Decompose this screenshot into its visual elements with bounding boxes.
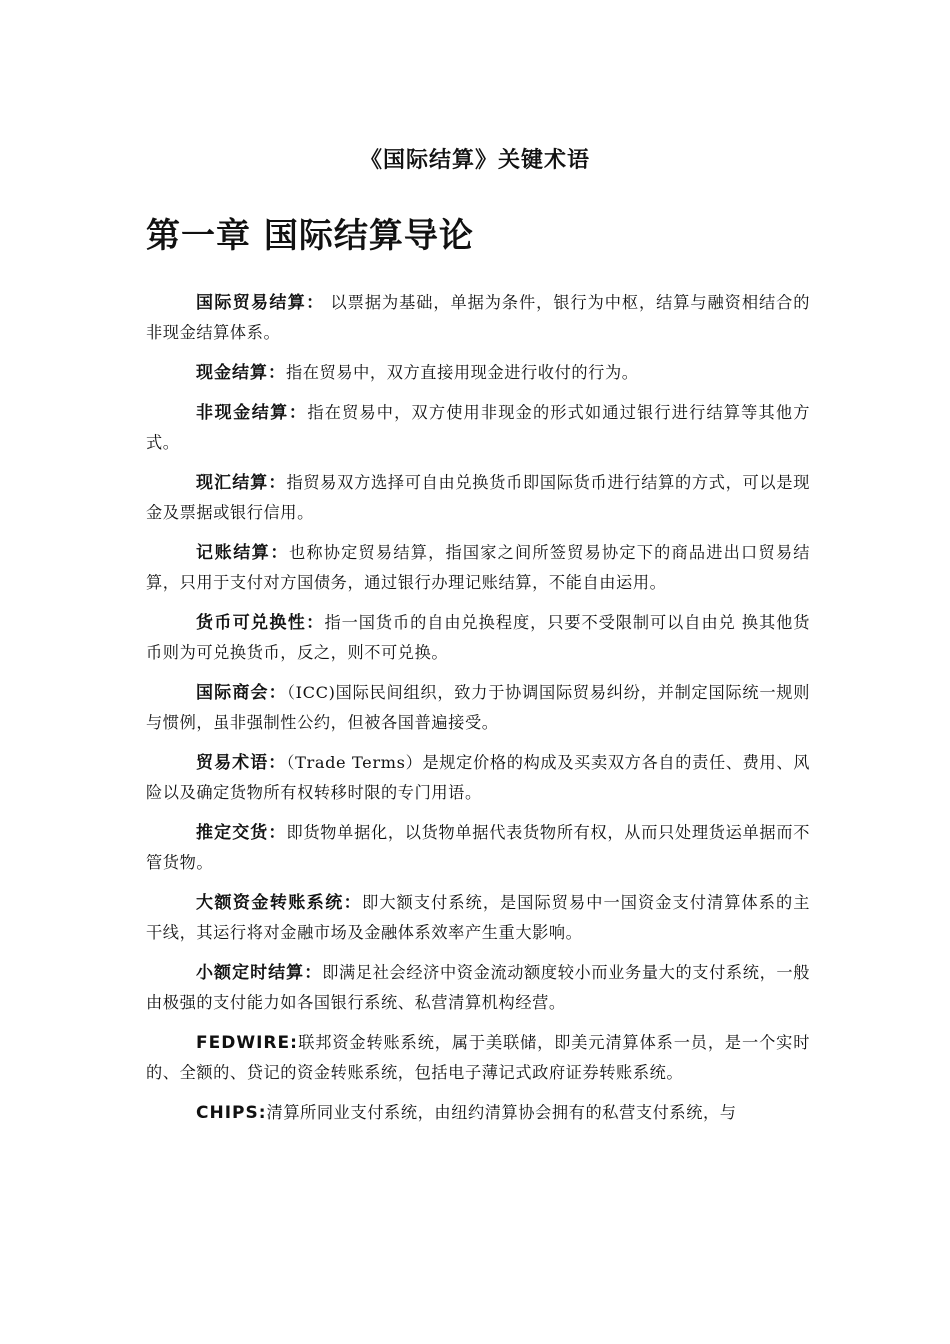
term-entry: [146, 288, 810, 348]
term-entry: [146, 1098, 810, 1128]
term-name: 货币可兑换性：: [196, 613, 325, 633]
term-entry: [146, 1028, 810, 1088]
term-definition: 指在贸易中，双方使用非现金的形式如通过银行进行结算等其他方式。: [146, 403, 811, 452]
term-definition: 指一国货币的自由兑换程度，只要不受限制可以自由兑 换其他货币则为可兑换货币，反之，则不可兑换。: [146, 613, 811, 662]
chapter-heading: 第一章 国际结算导论: [146, 216, 474, 256]
term-definition: 即货物单据化，以货物单据代表货物所有权，从而只处理货运单据而不管货物。: [146, 823, 810, 872]
term-entry: [146, 608, 810, 668]
term-definition: 即满足社会经济中资金流动额度较小而业务量大的支付系统，一般由极强的支付能力如各国银行系统、私营清算机构经营。: [146, 963, 810, 1012]
term-definition: 即大额支付系统，是国际贸易中一国资金支付清算体系的主干线，其运行将对金融市场及金融体系效率产生重大影响。: [146, 893, 810, 942]
term-entry: [146, 398, 810, 458]
term-entry: [146, 958, 810, 1018]
term-list: [146, 288, 810, 1138]
term-name: 国际贸易结算：: [196, 293, 325, 313]
term-name: 非现金结算：: [196, 403, 308, 423]
term-entry: [146, 888, 810, 948]
term-name: 现金结算：: [196, 363, 286, 383]
term-name: 现汇结算：: [196, 473, 287, 493]
term-definition: 指贸易双方选择可自由兑换货币即国际货币进行结算的方式，可以是现金及票据或银行信用。: [146, 473, 810, 522]
term-name: 国际商会：: [196, 683, 287, 703]
term-name: 小额定时结算：: [196, 963, 323, 983]
term-definition: （Trade Terms）是规定价格的构成及买卖双方各自的责任、费用、风险以及确定货物所有权转移时限的专门用语。: [146, 753, 810, 802]
term-definition: 指在贸易中，双方直接用现金进行收付的行为。: [286, 363, 639, 382]
term-definition: 也称协定贸易结算，指国家之间所签贸易协定下的商品进出口贸易结算，只用于支付对方国债务，通过银行办理记账结算，不能自由运用。: [146, 543, 811, 592]
term-name: 大额资金转账系统：: [196, 893, 363, 913]
document-title: 《国际结算》关键术语: [359, 148, 590, 173]
term-definition: 以票据为基础，单据为条件，银行为中枢，结算与融资相结合的非现金结算体系。: [146, 293, 811, 342]
term-definition: （ICC)国际民间组织，致力于协调国际贸易纠纷，并制定国际统一规则与惯例，虽非强制性公约，但被各国普遍接受。: [146, 683, 810, 732]
term-entry: [146, 358, 810, 388]
term-entry: [146, 748, 810, 808]
term-entry: [146, 538, 810, 598]
term-definition: 联邦资金转账系统，属于美联储，即美元清算体系一员，是一个实时的、全额的、贷记的资金转账系统，包括电子薄记式政府证券转账系统。: [146, 1033, 810, 1082]
term-name: 贸易术语：: [196, 753, 287, 773]
term-name: CHIPS:: [196, 1103, 267, 1123]
term-definition: 清算所同业支付系统，由纽约清算协会拥有的私营支付系统，与: [266, 1103, 737, 1122]
term-name: FEDWIRE:: [196, 1033, 298, 1053]
term-entry: [146, 678, 810, 738]
term-entry: [146, 468, 810, 528]
term-name: 推定交货：: [196, 823, 287, 843]
term-entry: [146, 818, 810, 878]
term-name: 记账结算：: [196, 543, 289, 563]
